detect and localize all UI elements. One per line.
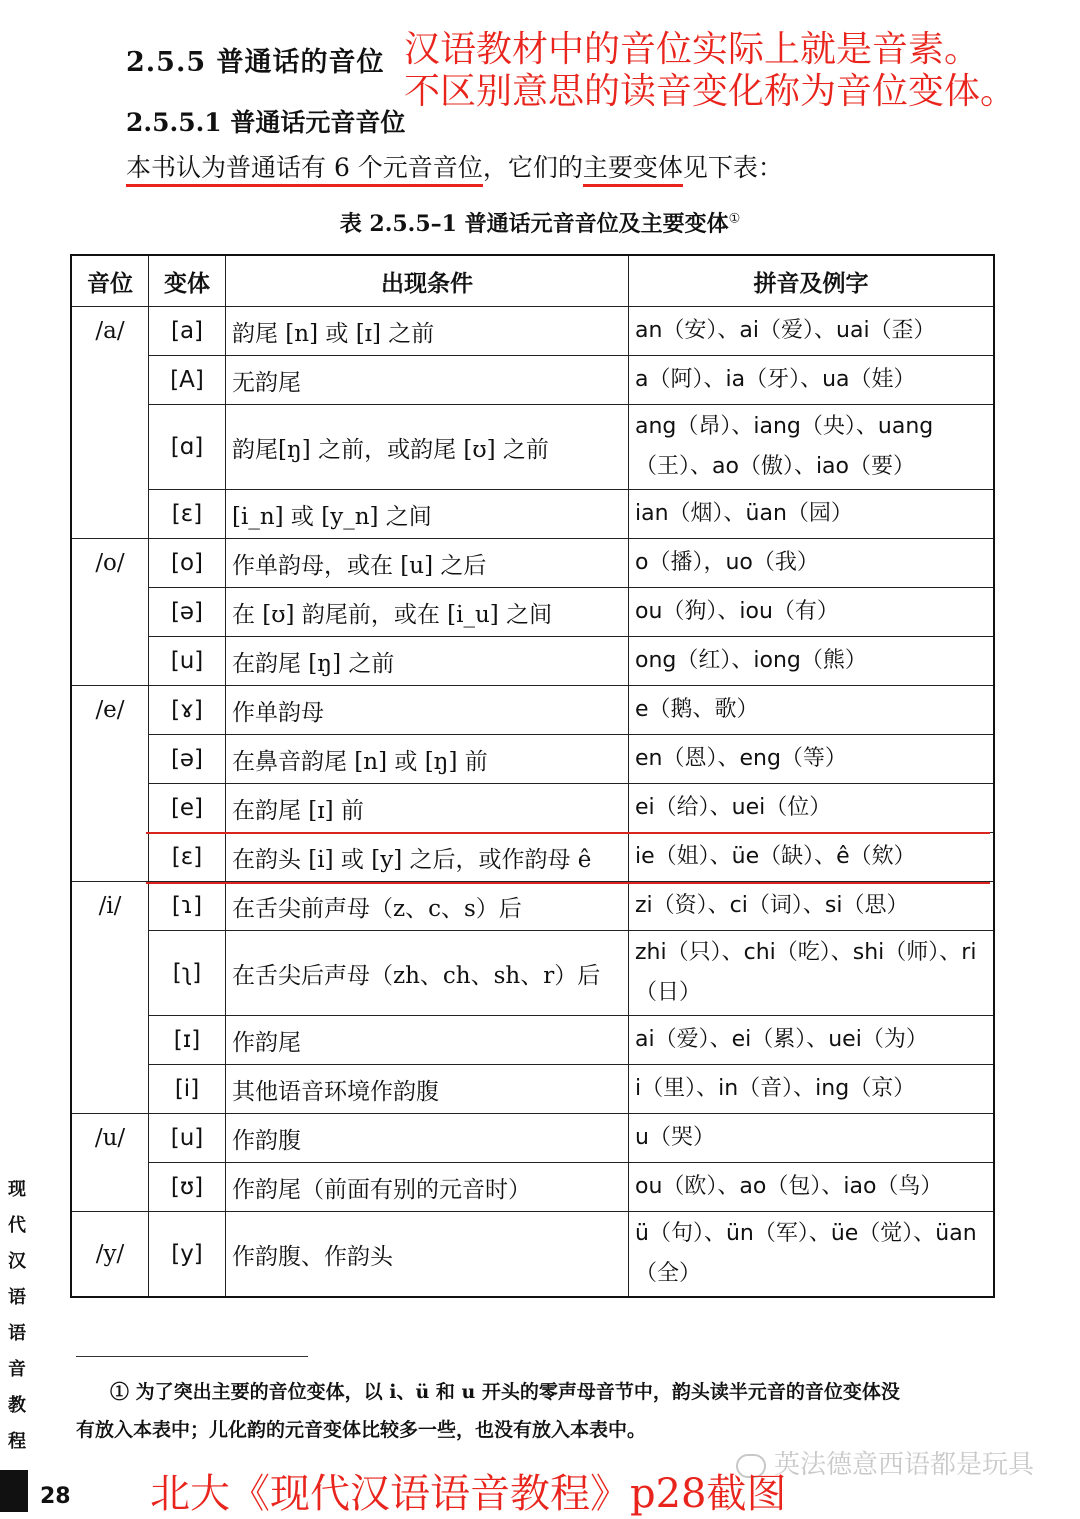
header-examples: 拼音及例字 xyxy=(629,255,995,307)
header-phoneme: 音位 xyxy=(71,255,149,307)
table-caption-text: 表 2.5.5–1 普通话元音音位及主要变体 xyxy=(339,211,729,237)
section-heading: 2.5.5 普通话的音位 xyxy=(126,47,385,78)
page-number: 28 xyxy=(40,1484,71,1509)
cell-phoneme xyxy=(71,735,149,784)
cell-variant: [u] xyxy=(149,1114,226,1163)
table-row xyxy=(71,307,994,356)
cell-phoneme xyxy=(71,637,149,686)
red-highlight-line-bottom xyxy=(146,882,990,884)
cell-condition: 在舌尖前声母（z、c、s）后 xyxy=(226,882,629,931)
cell-condition: 韵尾[ŋ] 之前，或韵尾 [ʊ] 之前 xyxy=(226,405,629,490)
cell-variant: [ɛ] xyxy=(149,490,226,539)
cell-condition: 作韵腹、作韵头 xyxy=(226,1212,629,1298)
cell-phoneme xyxy=(71,1065,149,1114)
cell-variant: [ə] xyxy=(149,588,226,637)
intro-end: 见下表： xyxy=(682,153,783,182)
cell-phoneme xyxy=(71,1163,149,1212)
side-book-title: 现代汉语语音教程 xyxy=(8,1179,26,1452)
vowel-phoneme-table xyxy=(70,254,995,1298)
cell-variant: [a] xyxy=(149,307,226,356)
table-row xyxy=(71,490,994,539)
table-row xyxy=(71,588,994,637)
cell-variant: [y] xyxy=(149,1212,226,1298)
table-row xyxy=(71,1016,994,1065)
red-highlight-line-top xyxy=(146,832,990,834)
annotation-line-2: 不区别意思的读音变化称为音位变体。 xyxy=(404,71,1017,112)
table-caption xyxy=(0,207,1080,238)
table-row xyxy=(71,735,994,784)
cell-variant: [ʊ] xyxy=(149,1163,226,1212)
footnote-divider xyxy=(76,1356,308,1357)
source-caption: 北大《现代汉语语音教程》p28截图 xyxy=(150,1471,787,1517)
cell-condition: 在舌尖后声母（zh、ch、sh、r）后 xyxy=(226,931,629,1016)
table-row xyxy=(71,931,994,1016)
cell-phoneme xyxy=(71,405,149,490)
table-row xyxy=(71,686,994,735)
cell-examples: u（哭） xyxy=(629,1114,995,1163)
cell-phoneme: /i/ xyxy=(71,882,149,931)
cell-phoneme: /u/ xyxy=(71,1114,149,1163)
cell-examples: ang（昂）、iang（央）、uang（王）、ao（傲）、iao（要） xyxy=(629,405,995,490)
cell-examples: zhi（只）、chi（吃）、shi（师）、ri（日） xyxy=(629,931,995,1016)
cell-examples: ou（欧）、ao（包）、iao（鸟） xyxy=(629,1163,995,1212)
table-row xyxy=(71,882,994,931)
cell-condition: 在韵头 [i] 或 [y] 之后，或作韵母 ê xyxy=(226,833,629,882)
footnote-line-1: ① 为了突出主要的音位变体，以 i、ü 和 u 开头的零声母音节中，韵头读半元音的音位变体没 xyxy=(110,1381,900,1403)
footnote-mark: ① xyxy=(728,211,741,227)
intro-sentence xyxy=(126,148,783,184)
cell-phoneme: /a/ xyxy=(71,307,149,356)
cell-phoneme: /o/ xyxy=(71,539,149,588)
table-row xyxy=(71,1065,994,1114)
cell-variant: [u] xyxy=(149,637,226,686)
cell-examples: ian（烟）、üan（园） xyxy=(629,490,995,539)
cell-variant: [e] xyxy=(149,784,226,833)
cell-phoneme xyxy=(71,784,149,833)
subsection-heading: 2.5.5.1 普通话元音音位 xyxy=(126,108,406,137)
cell-phoneme xyxy=(71,356,149,405)
cell-condition: 作韵腹 xyxy=(226,1114,629,1163)
intro-connector: ，它们的 xyxy=(482,153,583,182)
cell-examples: o（播），uo（我） xyxy=(629,539,995,588)
cell-examples: zi（资）、ci（词）、si（思） xyxy=(629,882,995,931)
cell-condition: 作韵尾 xyxy=(226,1016,629,1065)
cell-phoneme: /e/ xyxy=(71,686,149,735)
table-row xyxy=(71,539,994,588)
cell-variant: [ɛ] xyxy=(149,833,226,882)
table-row xyxy=(71,1212,994,1298)
cell-examples: i（里）、in（音）、ing（京） xyxy=(629,1065,995,1114)
intro-underlined-term: 主要变体 xyxy=(583,153,683,187)
cell-examples: ou（狗）、iou（有） xyxy=(629,588,995,637)
table-row xyxy=(71,405,994,490)
cell-condition: 作单韵母，或在 [u] 之后 xyxy=(226,539,629,588)
table-body xyxy=(71,307,994,1298)
cell-examples: a（阿）、ia（牙）、ua（娃） xyxy=(629,356,995,405)
cell-examples: ü（句）、ün（军）、üe（觉）、üan（全） xyxy=(629,1212,995,1298)
table-row xyxy=(71,1114,994,1163)
cell-phoneme xyxy=(71,833,149,882)
cell-condition: 其他语音环境作韵腹 xyxy=(226,1065,629,1114)
header-variant: 变体 xyxy=(149,255,226,307)
cell-variant: [ɪ] xyxy=(149,1016,226,1065)
cell-examples: an（安）、ai（爱）、uai（歪） xyxy=(629,307,995,356)
table-row xyxy=(71,784,994,833)
cell-condition: 在鼻音韵尾 [n] 或 [ŋ] 前 xyxy=(226,735,629,784)
header-condition: 出现条件 xyxy=(226,255,629,307)
cell-condition: 在韵尾 [ɪ] 前 xyxy=(226,784,629,833)
table-row xyxy=(71,356,994,405)
cell-phoneme xyxy=(71,490,149,539)
cell-variant: [ɤ] xyxy=(149,686,226,735)
table-header-row xyxy=(71,255,994,307)
cell-variant: [ʅ] xyxy=(149,931,226,1016)
cell-condition: 韵尾 [n] 或 [ɪ] 之前 xyxy=(226,307,629,356)
cell-condition: [i_n] 或 [y_n] 之间 xyxy=(226,490,629,539)
watermark-text: 英法德意西语都是玩具 xyxy=(774,1450,1035,1480)
cell-examples: en（恩）、eng（等） xyxy=(629,735,995,784)
cell-phoneme xyxy=(71,588,149,637)
cell-condition: 在韵尾 [ŋ] 之前 xyxy=(226,637,629,686)
cell-examples: ong（红）、iong（熊） xyxy=(629,637,995,686)
table-row xyxy=(71,637,994,686)
cell-variant: [ə] xyxy=(149,735,226,784)
cell-examples: ai（爱）、ei（累）、uei（为） xyxy=(629,1016,995,1065)
cell-phoneme: /y/ xyxy=(71,1212,149,1298)
cell-phoneme xyxy=(71,931,149,1016)
intro-underlined-claim: 本书认为普通话有 6 个元音音位 xyxy=(126,153,483,187)
cell-condition: 作单韵母 xyxy=(226,686,629,735)
cell-phoneme xyxy=(71,1016,149,1065)
table-row xyxy=(71,833,994,882)
cell-examples: e（鹅、歌） xyxy=(629,686,995,735)
annotation-line-1: 汉语教材中的音位实际上就是音素。 xyxy=(404,29,981,70)
cell-variant: [i] xyxy=(149,1065,226,1114)
cell-condition: 无韵尾 xyxy=(226,356,629,405)
footnote-line-2: 有放入本表中；儿化韵的元音变体比较多一些，也没有放入本表中。 xyxy=(76,1419,647,1441)
cell-examples: ie（姐）、üe（缺）、ê（欸） xyxy=(629,833,995,882)
cell-variant: [A] xyxy=(149,356,226,405)
cell-condition: 作韵尾（前面有别的元音时） xyxy=(226,1163,629,1212)
cell-examples: ei（给）、uei（位） xyxy=(629,784,995,833)
cell-variant: [ɑ] xyxy=(149,405,226,490)
page-edge-bar xyxy=(0,1470,28,1512)
table-row xyxy=(71,1163,994,1212)
cell-variant: [ɿ] xyxy=(149,882,226,931)
cell-variant: [o] xyxy=(149,539,226,588)
cell-condition: 在 [ʊ] 韵尾前，或在 [i_u] 之间 xyxy=(226,588,629,637)
